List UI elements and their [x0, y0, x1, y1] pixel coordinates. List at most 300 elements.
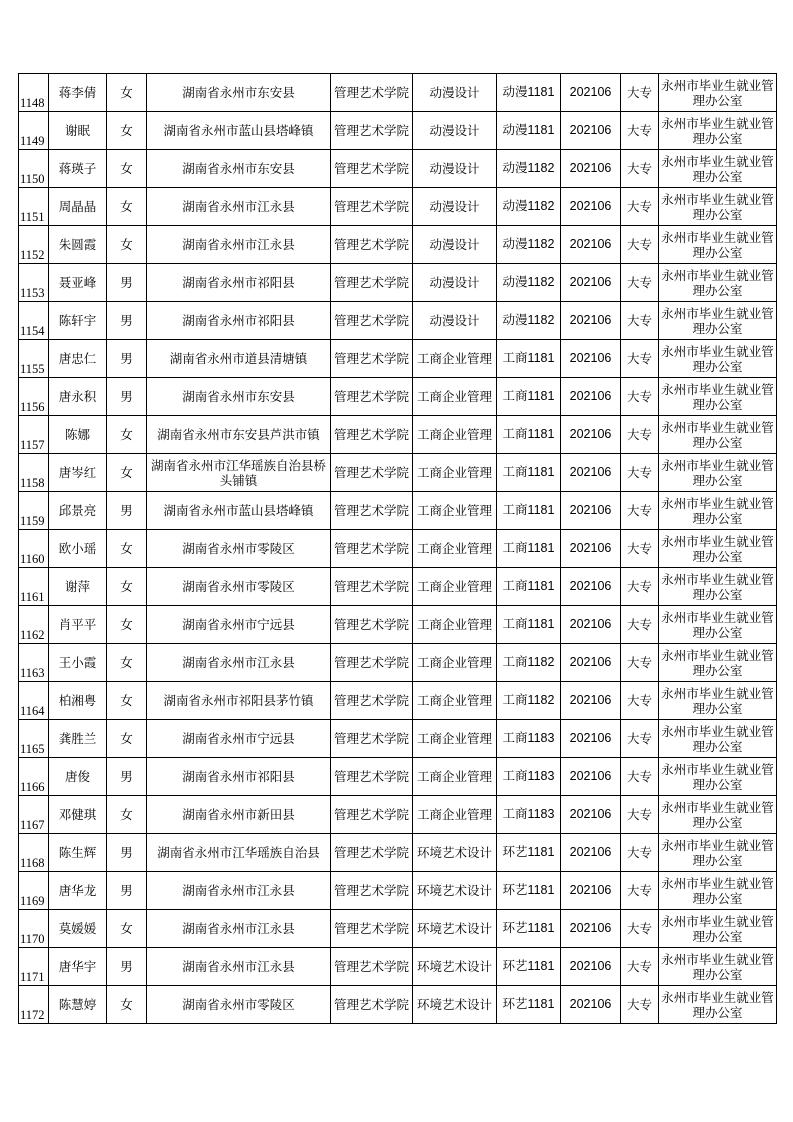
- student-major-cell: 动漫设计: [413, 188, 497, 226]
- student-name-cell: 柏湘粤: [49, 682, 107, 720]
- student-origin-cell: 湖南省永州市江永县: [147, 644, 331, 682]
- student-major-cell: 工商企业管理: [413, 492, 497, 530]
- row-number: 1168: [20, 856, 45, 870]
- student-degree-cell: 大专: [621, 74, 659, 112]
- report-unit-cell: 永州市毕业生就业管理办公室: [659, 872, 777, 910]
- student-gender-cell: 女: [107, 150, 147, 188]
- table-row: [19, 986, 777, 1024]
- row-number-cell: [19, 492, 49, 530]
- student-origin-cell: 湖南省永州市江永县: [147, 948, 331, 986]
- table-row: [19, 796, 777, 834]
- student-major-cell: 环境艺术设计: [413, 948, 497, 986]
- student-class-cell: 动漫1182: [497, 188, 561, 226]
- row-number: 1156: [20, 400, 45, 414]
- table-row: [19, 188, 777, 226]
- student-gender-cell: 男: [107, 834, 147, 872]
- row-number: 1157: [20, 438, 45, 452]
- student-gender-cell: 女: [107, 112, 147, 150]
- student-origin-cell: 湖南省永州市东安县芦洪市镇: [147, 416, 331, 454]
- student-college-cell: 管理艺术学院: [331, 226, 413, 264]
- row-number: 1166: [20, 780, 45, 794]
- graduation-date-cell: 202106: [561, 302, 621, 340]
- student-degree-cell: 大专: [621, 986, 659, 1024]
- student-gender-cell: 女: [107, 986, 147, 1024]
- report-unit-cell: 永州市毕业生就业管理办公室: [659, 644, 777, 682]
- student-college-cell: 管理艺术学院: [331, 378, 413, 416]
- student-college-cell: 管理艺术学院: [331, 644, 413, 682]
- student-degree-cell: 大专: [621, 112, 659, 150]
- student-name-cell: 莫媛媛: [49, 910, 107, 948]
- student-college-cell: 管理艺术学院: [331, 986, 413, 1024]
- graduation-date-cell: 202106: [561, 226, 621, 264]
- student-degree-cell: 大专: [621, 302, 659, 340]
- student-class-cell: 工商1183: [497, 758, 561, 796]
- student-class-cell: 动漫1181: [497, 112, 561, 150]
- student-origin-cell: 湖南省永州市新田县: [147, 796, 331, 834]
- row-number: 1161: [20, 590, 45, 604]
- student-major-cell: 工商企业管理: [413, 606, 497, 644]
- report-unit-cell: 永州市毕业生就业管理办公室: [659, 834, 777, 872]
- student-origin-cell: 湖南省永州市宁远县: [147, 606, 331, 644]
- student-degree-cell: 大专: [621, 454, 659, 492]
- student-class-cell: 工商1182: [497, 644, 561, 682]
- student-origin-cell: 湖南省永州市东安县: [147, 378, 331, 416]
- report-unit-cell: 永州市毕业生就业管理办公室: [659, 454, 777, 492]
- row-number-cell: [19, 340, 49, 378]
- student-name-cell: 龚胜兰: [49, 720, 107, 758]
- row-number: 1150: [20, 172, 45, 186]
- student-name-cell: 唐华宇: [49, 948, 107, 986]
- report-unit-cell: 永州市毕业生就业管理办公室: [659, 492, 777, 530]
- student-name-cell: 谢眠: [49, 112, 107, 150]
- student-gender-cell: 女: [107, 682, 147, 720]
- table-row: [19, 530, 777, 568]
- row-number-cell: [19, 758, 49, 796]
- student-name-cell: 唐俊: [49, 758, 107, 796]
- student-gender-cell: 男: [107, 758, 147, 796]
- student-degree-cell: 大专: [621, 530, 659, 568]
- student-origin-cell: 湖南省永州市江永县: [147, 910, 331, 948]
- student-college-cell: 管理艺术学院: [331, 302, 413, 340]
- student-gender-cell: 女: [107, 606, 147, 644]
- student-major-cell: 环境艺术设计: [413, 834, 497, 872]
- roster-body: [19, 74, 777, 1024]
- table-row: [19, 682, 777, 720]
- table-row: [19, 644, 777, 682]
- row-number: 1163: [20, 666, 45, 680]
- student-college-cell: 管理艺术学院: [331, 492, 413, 530]
- report-unit-cell: 永州市毕业生就业管理办公室: [659, 948, 777, 986]
- row-number-cell: [19, 568, 49, 606]
- report-unit-cell: 永州市毕业生就业管理办公室: [659, 682, 777, 720]
- row-number-cell: [19, 302, 49, 340]
- row-number: 1158: [20, 476, 45, 490]
- table-row: [19, 226, 777, 264]
- row-number: 1171: [20, 970, 45, 984]
- student-gender-cell: 女: [107, 720, 147, 758]
- report-unit-cell: 永州市毕业生就业管理办公室: [659, 720, 777, 758]
- row-number-cell: [19, 416, 49, 454]
- student-degree-cell: 大专: [621, 606, 659, 644]
- student-class-cell: 环艺1181: [497, 910, 561, 948]
- table-row: [19, 872, 777, 910]
- student-gender-cell: 女: [107, 796, 147, 834]
- table-row: [19, 910, 777, 948]
- student-origin-cell: 湖南省永州市江华瑶族自治县: [147, 834, 331, 872]
- student-origin-cell: 湖南省永州市零陵区: [147, 530, 331, 568]
- student-college-cell: 管理艺术学院: [331, 416, 413, 454]
- table-row: [19, 150, 777, 188]
- student-origin-cell: 湖南省永州市祁阳县茅竹镇: [147, 682, 331, 720]
- row-number: 1159: [20, 514, 45, 528]
- row-number: 1151: [20, 210, 45, 224]
- student-gender-cell: 女: [107, 188, 147, 226]
- student-major-cell: 工商企业管理: [413, 530, 497, 568]
- graduation-date-cell: 202106: [561, 74, 621, 112]
- graduation-date-cell: 202106: [561, 796, 621, 834]
- student-gender-cell: 女: [107, 568, 147, 606]
- student-major-cell: 环境艺术设计: [413, 910, 497, 948]
- graduation-date-cell: 202106: [561, 758, 621, 796]
- student-name-cell: 陈生辉: [49, 834, 107, 872]
- student-college-cell: 管理艺术学院: [331, 568, 413, 606]
- student-origin-cell: 湖南省永州市江永县: [147, 872, 331, 910]
- student-class-cell: 动漫1182: [497, 150, 561, 188]
- student-class-cell: 动漫1182: [497, 226, 561, 264]
- table-row: [19, 492, 777, 530]
- student-name-cell: 蒋瑛子: [49, 150, 107, 188]
- student-class-cell: 环艺1181: [497, 872, 561, 910]
- student-name-cell: 陈娜: [49, 416, 107, 454]
- report-unit-cell: 永州市毕业生就业管理办公室: [659, 606, 777, 644]
- student-class-cell: 工商1181: [497, 530, 561, 568]
- student-gender-cell: 女: [107, 644, 147, 682]
- student-class-cell: 工商1183: [497, 720, 561, 758]
- graduation-date-cell: 202106: [561, 568, 621, 606]
- table-row: [19, 454, 777, 492]
- student-origin-cell: 湖南省永州市东安县: [147, 74, 331, 112]
- student-gender-cell: 女: [107, 74, 147, 112]
- student-class-cell: 环艺1181: [497, 948, 561, 986]
- student-class-cell: 工商1181: [497, 492, 561, 530]
- table-row: [19, 948, 777, 986]
- row-number-cell: [19, 378, 49, 416]
- report-unit-cell: 永州市毕业生就业管理办公室: [659, 302, 777, 340]
- student-college-cell: 管理艺术学院: [331, 796, 413, 834]
- graduation-date-cell: 202106: [561, 606, 621, 644]
- student-degree-cell: 大专: [621, 682, 659, 720]
- student-degree-cell: 大专: [621, 188, 659, 226]
- student-gender-cell: 男: [107, 872, 147, 910]
- student-name-cell: 邱景亮: [49, 492, 107, 530]
- row-number-cell: [19, 910, 49, 948]
- student-class-cell: 工商1182: [497, 682, 561, 720]
- student-college-cell: 管理艺术学院: [331, 264, 413, 302]
- row-number: 1172: [20, 1008, 45, 1022]
- student-origin-cell: 湖南省永州市祁阳县: [147, 264, 331, 302]
- report-unit-cell: 永州市毕业生就业管理办公室: [659, 796, 777, 834]
- student-degree-cell: 大专: [621, 948, 659, 986]
- report-unit-cell: 永州市毕业生就业管理办公室: [659, 530, 777, 568]
- student-name-cell: 王小霞: [49, 644, 107, 682]
- student-college-cell: 管理艺术学院: [331, 188, 413, 226]
- student-gender-cell: 男: [107, 492, 147, 530]
- student-degree-cell: 大专: [621, 150, 659, 188]
- student-major-cell: 环境艺术设计: [413, 872, 497, 910]
- student-gender-cell: 男: [107, 340, 147, 378]
- student-degree-cell: 大专: [621, 492, 659, 530]
- row-number-cell: [19, 74, 49, 112]
- student-name-cell: 朱圆霞: [49, 226, 107, 264]
- student-degree-cell: 大专: [621, 910, 659, 948]
- student-name-cell: 肖平平: [49, 606, 107, 644]
- student-college-cell: 管理艺术学院: [331, 606, 413, 644]
- student-origin-cell: 湖南省永州市江华瑶族自治县桥头铺镇: [147, 454, 331, 492]
- student-class-cell: 工商1181: [497, 606, 561, 644]
- student-class-cell: 工商1181: [497, 378, 561, 416]
- student-origin-cell: 湖南省永州市零陵区: [147, 986, 331, 1024]
- graduation-date-cell: 202106: [561, 720, 621, 758]
- student-degree-cell: 大专: [621, 226, 659, 264]
- student-college-cell: 管理艺术学院: [331, 948, 413, 986]
- graduation-date-cell: 202106: [561, 644, 621, 682]
- graduation-date-cell: 202106: [561, 416, 621, 454]
- student-college-cell: 管理艺术学院: [331, 872, 413, 910]
- student-class-cell: 工商1183: [497, 796, 561, 834]
- row-number-cell: [19, 112, 49, 150]
- table-row: [19, 112, 777, 150]
- row-number-cell: [19, 530, 49, 568]
- student-name-cell: 邓健琪: [49, 796, 107, 834]
- student-major-cell: 工商企业管理: [413, 644, 497, 682]
- student-major-cell: 动漫设计: [413, 302, 497, 340]
- student-major-cell: 工商企业管理: [413, 758, 497, 796]
- report-unit-cell: 永州市毕业生就业管理办公室: [659, 74, 777, 112]
- row-number-cell: [19, 226, 49, 264]
- report-unit-cell: 永州市毕业生就业管理办公室: [659, 986, 777, 1024]
- student-major-cell: 工商企业管理: [413, 340, 497, 378]
- row-number: 1152: [20, 248, 45, 262]
- row-number: 1164: [20, 704, 45, 718]
- row-number: 1149: [20, 134, 45, 148]
- student-major-cell: 工商企业管理: [413, 720, 497, 758]
- report-unit-cell: 永州市毕业生就业管理办公室: [659, 568, 777, 606]
- row-number: 1153: [20, 286, 45, 300]
- student-major-cell: 工商企业管理: [413, 416, 497, 454]
- student-degree-cell: 大专: [621, 796, 659, 834]
- graduation-date-cell: 202106: [561, 682, 621, 720]
- row-number: 1155: [20, 362, 45, 376]
- report-unit-cell: 永州市毕业生就业管理办公室: [659, 150, 777, 188]
- table-row: [19, 416, 777, 454]
- student-college-cell: 管理艺术学院: [331, 74, 413, 112]
- student-class-cell: 工商1181: [497, 340, 561, 378]
- student-major-cell: 动漫设计: [413, 74, 497, 112]
- report-unit-cell: 永州市毕业生就业管理办公室: [659, 226, 777, 264]
- student-name-cell: 唐华龙: [49, 872, 107, 910]
- row-number-cell: [19, 150, 49, 188]
- graduation-date-cell: 202106: [561, 872, 621, 910]
- student-major-cell: 工商企业管理: [413, 568, 497, 606]
- student-major-cell: 动漫设计: [413, 150, 497, 188]
- student-class-cell: 动漫1182: [497, 302, 561, 340]
- student-gender-cell: 男: [107, 948, 147, 986]
- student-class-cell: 动漫1181: [497, 74, 561, 112]
- row-number-cell: [19, 606, 49, 644]
- row-number-cell: [19, 986, 49, 1024]
- row-number-cell: [19, 264, 49, 302]
- student-name-cell: 唐岑红: [49, 454, 107, 492]
- table-row: [19, 834, 777, 872]
- graduation-date-cell: 202106: [561, 986, 621, 1024]
- student-degree-cell: 大专: [621, 758, 659, 796]
- student-college-cell: 管理艺术学院: [331, 112, 413, 150]
- student-degree-cell: 大专: [621, 644, 659, 682]
- student-college-cell: 管理艺术学院: [331, 454, 413, 492]
- student-college-cell: 管理艺术学院: [331, 910, 413, 948]
- student-degree-cell: 大专: [621, 834, 659, 872]
- report-unit-cell: 永州市毕业生就业管理办公室: [659, 112, 777, 150]
- row-number-cell: [19, 188, 49, 226]
- student-class-cell: 环艺1181: [497, 986, 561, 1024]
- graduation-date-cell: 202106: [561, 948, 621, 986]
- student-major-cell: 工商企业管理: [413, 682, 497, 720]
- student-degree-cell: 大专: [621, 264, 659, 302]
- student-degree-cell: 大专: [621, 340, 659, 378]
- row-number: 1148: [20, 96, 45, 110]
- student-major-cell: 工商企业管理: [413, 454, 497, 492]
- student-college-cell: 管理艺术学院: [331, 720, 413, 758]
- table-row: [19, 378, 777, 416]
- student-major-cell: 动漫设计: [413, 112, 497, 150]
- graduation-date-cell: 202106: [561, 454, 621, 492]
- student-major-cell: 工商企业管理: [413, 378, 497, 416]
- graduation-date-cell: 202106: [561, 378, 621, 416]
- student-gender-cell: 女: [107, 530, 147, 568]
- student-major-cell: 环境艺术设计: [413, 986, 497, 1024]
- student-origin-cell: 湖南省永州市祁阳县: [147, 302, 331, 340]
- row-number-cell: [19, 948, 49, 986]
- student-class-cell: 工商1181: [497, 454, 561, 492]
- row-number-cell: [19, 720, 49, 758]
- graduation-date-cell: 202106: [561, 910, 621, 948]
- student-origin-cell: 湖南省永州市零陵区: [147, 568, 331, 606]
- student-origin-cell: 湖南省永州市蓝山县塔峰镇: [147, 492, 331, 530]
- student-college-cell: 管理艺术学院: [331, 682, 413, 720]
- student-gender-cell: 女: [107, 416, 147, 454]
- graduation-date-cell: 202106: [561, 264, 621, 302]
- row-number: 1170: [20, 932, 45, 946]
- table-row: [19, 758, 777, 796]
- row-number-cell: [19, 872, 49, 910]
- table-row: [19, 74, 777, 112]
- report-unit-cell: 永州市毕业生就业管理办公室: [659, 378, 777, 416]
- row-number-cell: [19, 796, 49, 834]
- student-degree-cell: 大专: [621, 568, 659, 606]
- student-name-cell: 陈慧婷: [49, 986, 107, 1024]
- graduation-date-cell: 202106: [561, 188, 621, 226]
- row-number: 1162: [20, 628, 45, 642]
- student-major-cell: 动漫设计: [413, 264, 497, 302]
- row-number-cell: [19, 454, 49, 492]
- student-major-cell: 动漫设计: [413, 226, 497, 264]
- table-row: [19, 302, 777, 340]
- student-origin-cell: 湖南省永州市宁远县: [147, 720, 331, 758]
- graduation-date-cell: 202106: [561, 112, 621, 150]
- report-unit-cell: 永州市毕业生就业管理办公室: [659, 340, 777, 378]
- student-degree-cell: 大专: [621, 720, 659, 758]
- student-gender-cell: 男: [107, 264, 147, 302]
- report-unit-cell: 永州市毕业生就业管理办公室: [659, 758, 777, 796]
- student-origin-cell: 湖南省永州市江永县: [147, 188, 331, 226]
- report-unit-cell: 永州市毕业生就业管理办公室: [659, 910, 777, 948]
- student-class-cell: 工商1181: [497, 416, 561, 454]
- student-origin-cell: 湖南省永州市道县清塘镇: [147, 340, 331, 378]
- student-class-cell: 环艺1181: [497, 834, 561, 872]
- graduate-roster-table: [18, 73, 777, 1024]
- student-gender-cell: 女: [107, 910, 147, 948]
- student-degree-cell: 大专: [621, 378, 659, 416]
- row-number: 1167: [20, 818, 45, 832]
- row-number: 1154: [20, 324, 45, 338]
- student-name-cell: 蒋李倩: [49, 74, 107, 112]
- student-origin-cell: 湖南省永州市蓝山县塔峰镇: [147, 112, 331, 150]
- student-college-cell: 管理艺术学院: [331, 834, 413, 872]
- student-name-cell: 陈轩宇: [49, 302, 107, 340]
- student-gender-cell: 女: [107, 454, 147, 492]
- student-name-cell: 欧小瑶: [49, 530, 107, 568]
- student-degree-cell: 大专: [621, 872, 659, 910]
- student-origin-cell: 湖南省永州市东安县: [147, 150, 331, 188]
- report-unit-cell: 永州市毕业生就业管理办公室: [659, 264, 777, 302]
- table-row: [19, 340, 777, 378]
- student-name-cell: 唐永积: [49, 378, 107, 416]
- student-class-cell: 工商1181: [497, 568, 561, 606]
- row-number: 1160: [20, 552, 45, 566]
- student-college-cell: 管理艺术学院: [331, 530, 413, 568]
- student-degree-cell: 大专: [621, 416, 659, 454]
- student-class-cell: 动漫1182: [497, 264, 561, 302]
- student-origin-cell: 湖南省永州市祁阳县: [147, 758, 331, 796]
- student-name-cell: 唐忠仁: [49, 340, 107, 378]
- row-number: 1165: [20, 742, 45, 756]
- graduation-date-cell: 202106: [561, 340, 621, 378]
- student-college-cell: 管理艺术学院: [331, 150, 413, 188]
- table-row: [19, 264, 777, 302]
- student-college-cell: 管理艺术学院: [331, 340, 413, 378]
- student-origin-cell: 湖南省永州市江永县: [147, 226, 331, 264]
- report-unit-cell: 永州市毕业生就业管理办公室: [659, 188, 777, 226]
- graduation-date-cell: 202106: [561, 530, 621, 568]
- table-row: [19, 720, 777, 758]
- table-row: [19, 606, 777, 644]
- graduation-date-cell: 202106: [561, 834, 621, 872]
- student-gender-cell: 男: [107, 302, 147, 340]
- row-number-cell: [19, 834, 49, 872]
- row-number-cell: [19, 682, 49, 720]
- student-gender-cell: 男: [107, 378, 147, 416]
- student-name-cell: 谢萍: [49, 568, 107, 606]
- student-gender-cell: 女: [107, 226, 147, 264]
- report-unit-cell: 永州市毕业生就业管理办公室: [659, 416, 777, 454]
- graduation-date-cell: 202106: [561, 150, 621, 188]
- row-number-cell: [19, 644, 49, 682]
- student-college-cell: 管理艺术学院: [331, 758, 413, 796]
- student-major-cell: 工商企业管理: [413, 796, 497, 834]
- table-row: [19, 568, 777, 606]
- student-name-cell: 周晶晶: [49, 188, 107, 226]
- student-name-cell: 聂亚峰: [49, 264, 107, 302]
